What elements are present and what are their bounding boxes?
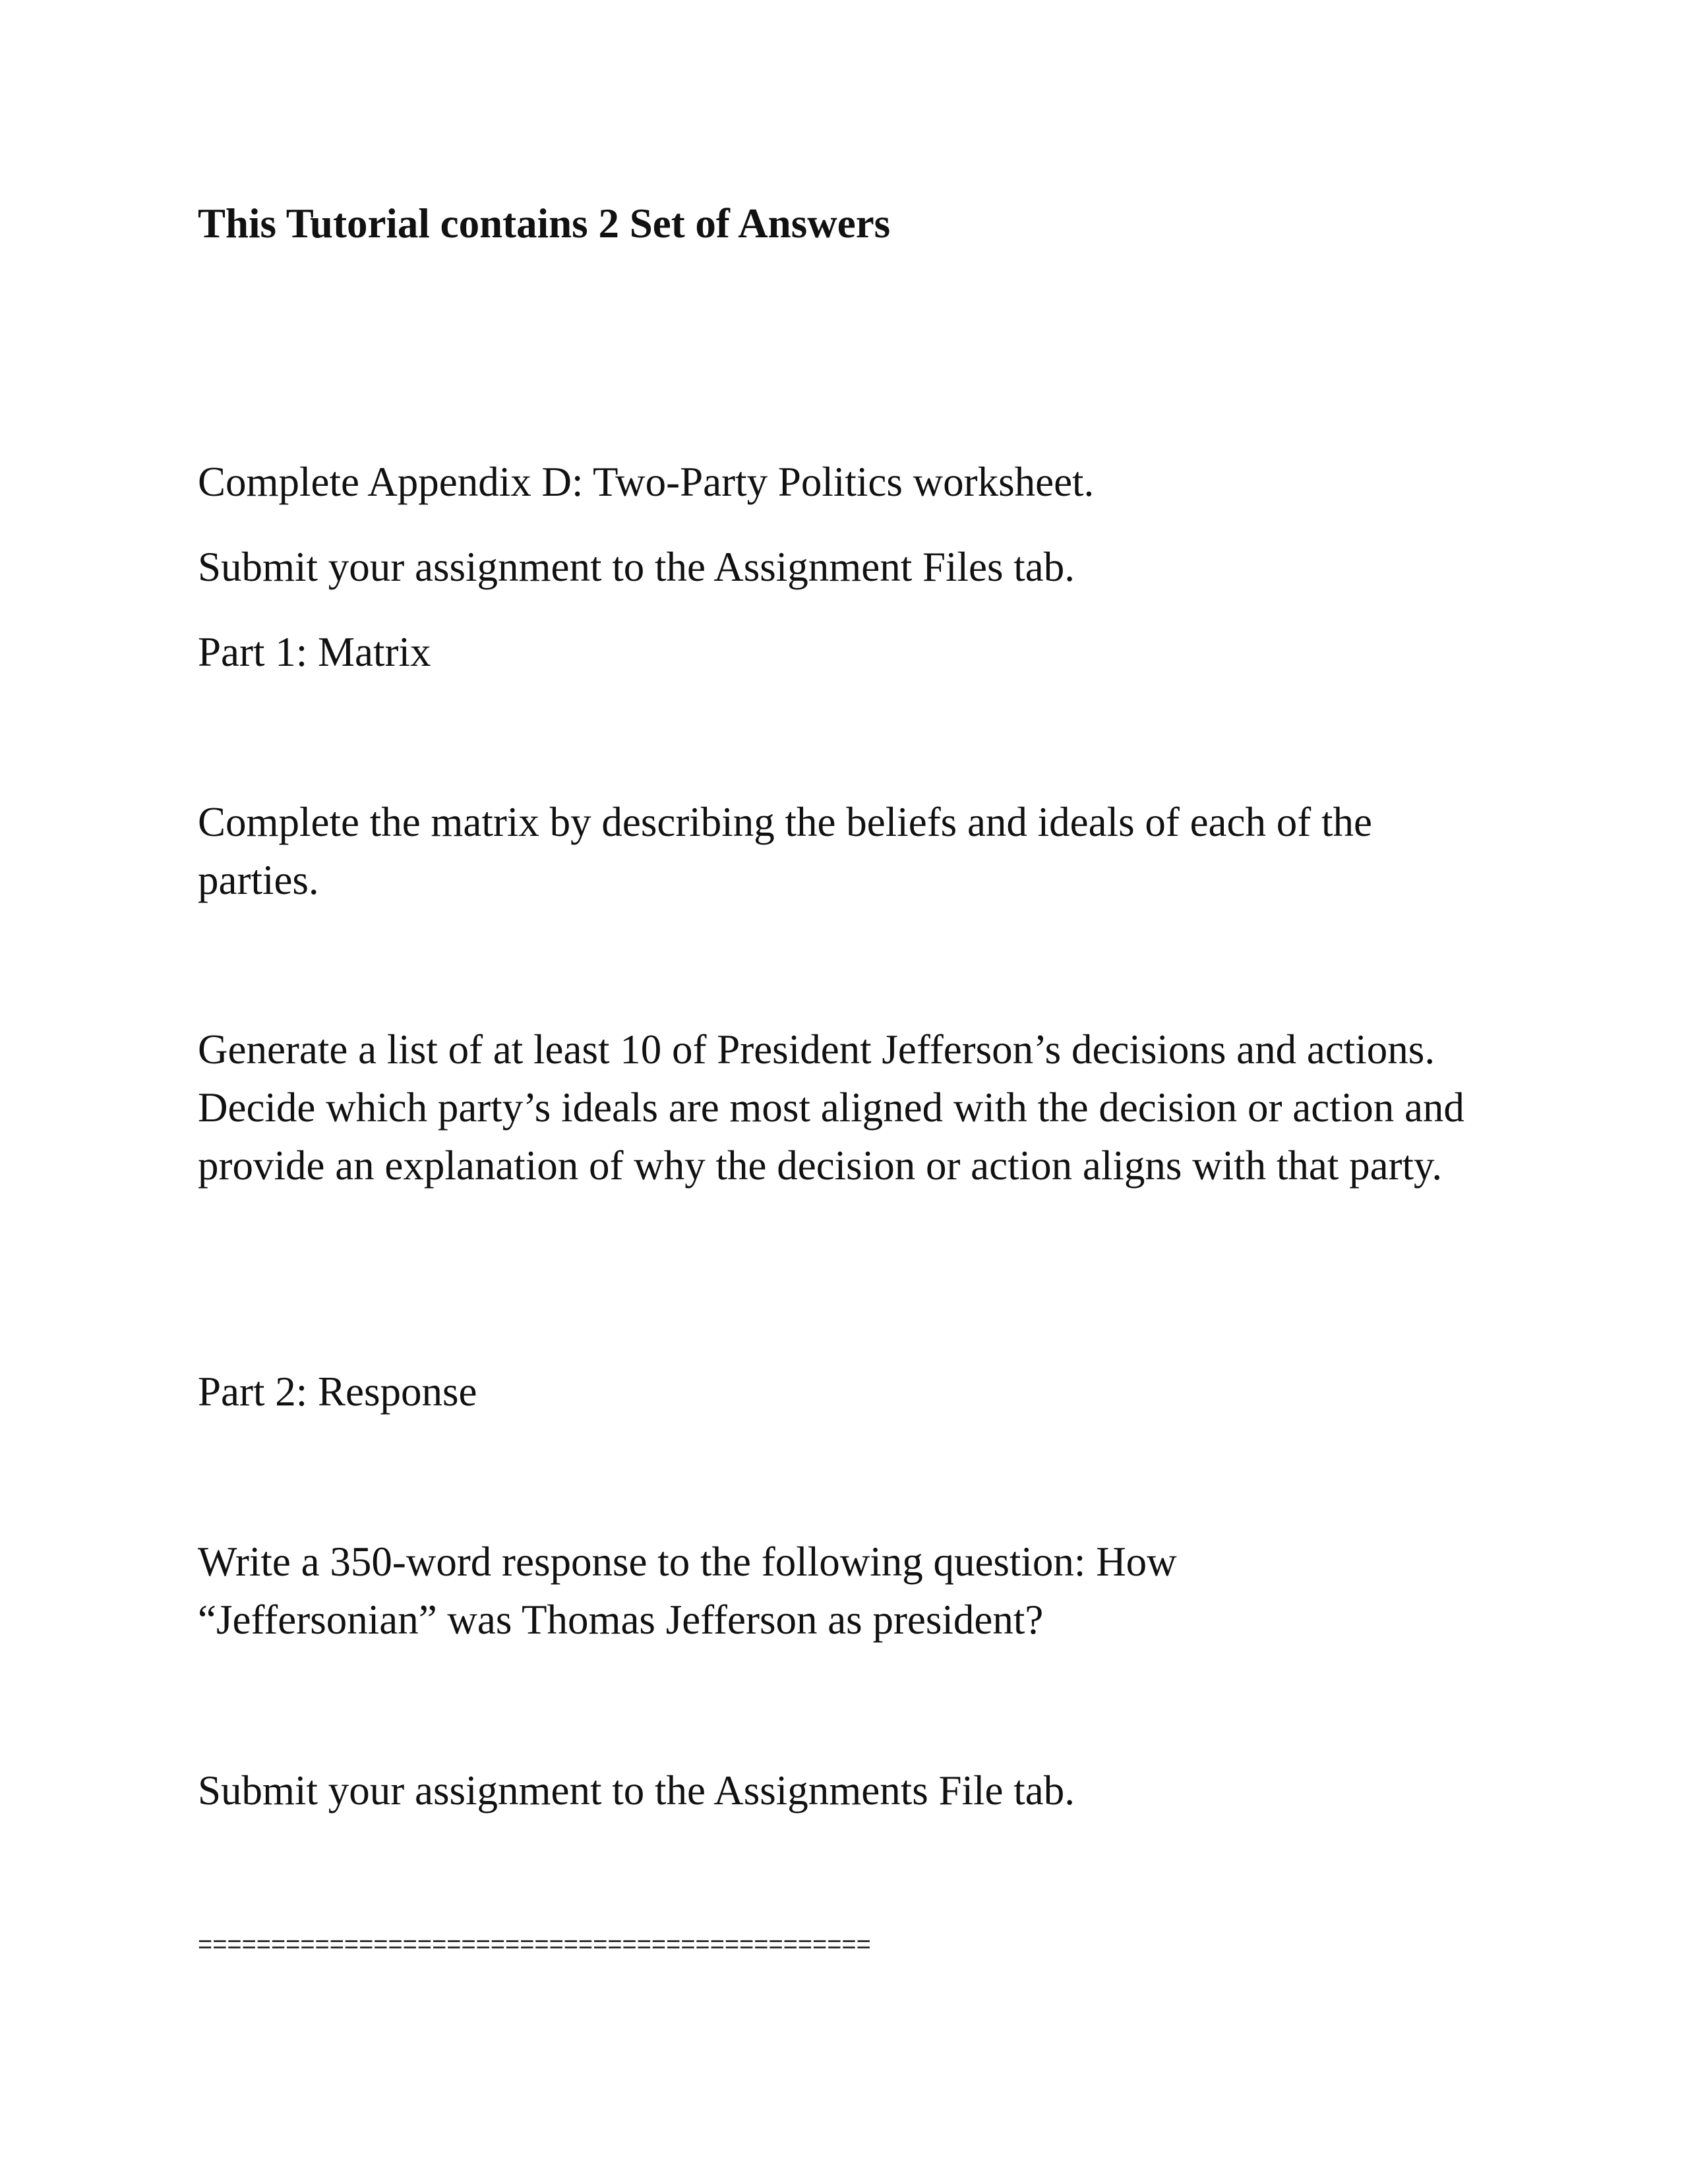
part1-matrix-instruction: Complete the matrix by describing the beliefs and ideals of each of the parties. xyxy=(198,799,1372,903)
part2-heading: Part 2: Response xyxy=(198,1369,477,1415)
closing-submit-line: Submit your assignment to the Assignments File tab. xyxy=(198,1767,1075,1814)
document-title: This Tutorial contains 2 Set of Answers xyxy=(198,200,891,247)
intro-line-worksheet: Complete Appendix D: Two-Party Politics worksheet. xyxy=(198,459,1095,505)
separator-line: ============================================== xyxy=(198,1931,871,1959)
part1-jefferson-instruction: Generate a list of at least 10 of President Jefferson’s decisions and actions. Decide which party’s ideals are most aligned with the decision or action and provide an explanation of why the decision or action aligns with that party. xyxy=(198,1026,1464,1189)
part1-heading: Part 1: Matrix xyxy=(198,629,431,675)
intro-line-submit: Submit your assignment to the Assignment Files tab. xyxy=(198,544,1075,590)
part2-response-instruction: Write a 350-word response to the following question: How “Jeffersonian” was Thomas Jefferson as president? xyxy=(198,1539,1177,1643)
